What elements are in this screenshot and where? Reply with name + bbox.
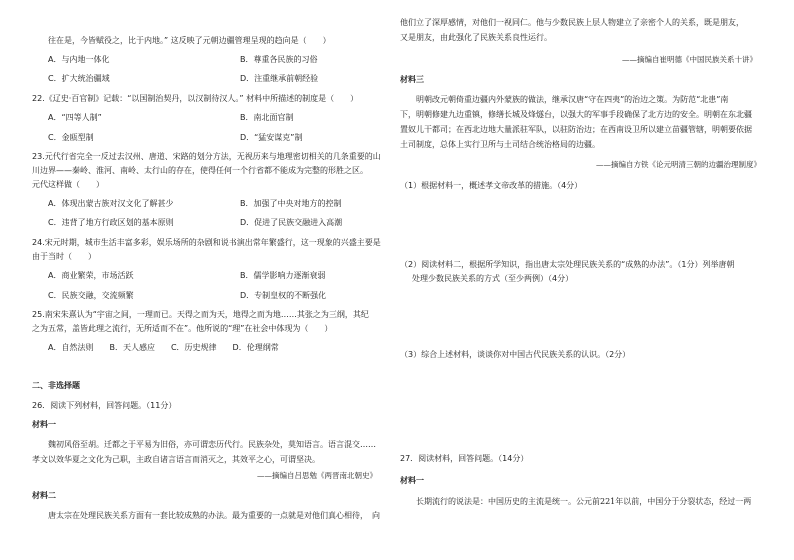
material-three-line3: 置奴儿干都司；在西北边地大量派驻军队，以驻防治边；在西南设卫所以建立苗疆管辖，明朝要依据 (400, 125, 752, 134)
q26-stem: 26．阅读下列材料，回答问题。（11分） (32, 401, 177, 410)
q21-option-d: D．注重继承前朝经验 (240, 74, 319, 83)
q23-option-a: A．体现出蒙古族对汉文化了解甚少 (48, 199, 174, 208)
q24-stem-line2: 由于当时（ ） (32, 252, 96, 261)
q21-option-c: C．扩大统治疆域 (48, 74, 110, 83)
material-two-label: 材料二 (32, 491, 56, 500)
material-three-line4: 土司制度，总体上实行卫所与土司结合统治格局的边疆。 (400, 140, 600, 149)
q22-stem: 22.《辽史·百官制》记载：“以国制治契丹，以汉制待汉人。” 材料中所描述的制度是（ ） (32, 94, 359, 103)
q27-material-one-line1: 长期流行的说法是：中国历史的主流是统一。公元前221年以前，中国分于分裂状态，经过一两 (416, 497, 752, 506)
q26-sub2-line1: （2）阅读材料二，根据所学知识，指出唐太宗处理民族关系的“成熟的办法”。（1分）列举唐朝 (400, 260, 735, 269)
q22-option-b: B．南北面官制 (240, 113, 294, 122)
q23-stem-line2: 川边界——秦岭、淮河、南岭、太行山的存在，使得任何一个行省都不能成为完整的形胜之区。 (32, 166, 368, 175)
q24-option-b: B．儒学影响力逐渐衰弱 (240, 271, 326, 280)
q22-option-a: A．“四等人制” (48, 113, 102, 122)
q22-option-c: C．金瓯型制 (48, 133, 94, 142)
q24-option-d: D．专制皇权的不断强化 (240, 291, 327, 300)
material-two-line1: 唐太宗在处理民族关系方面有一套比较成熟的办法。最为重要的一点就是对他们真心相待， 向 (48, 511, 380, 520)
material-one-line2: 孝文以效华夏之文化为己职，主政自诸言语言而消灭之，其效平之心，可谓坚决。 (32, 455, 320, 464)
q25-stem-line2: 之为五常，盖皆此理之流行，无所适而不在”。他所说的“理”在社会中体现为（ ） (32, 324, 333, 333)
q26-sub3: （3）综合上述材料，谈谈你对中国古代民族关系的认识。（2分） (400, 350, 631, 359)
q23-stem-line1: 23.元代行省完全一反过去汉州、唐道、宋路的划分方法，无视历来与地理密切相关的几条重要的山 (32, 152, 381, 161)
q26-sub2-line2: 处理少数民族关系的方式（至少两例）（4分） (412, 274, 574, 283)
q25-stem-line1: 25.南宋朱熹认为“宇宙之间，一理而已。天得之而为天，地得之而为地……其张之为三纲，其纪 (32, 310, 369, 319)
q27-material-one-label: 材料一 (400, 476, 424, 485)
q24-option-a: A．商业繁荣，市场活跃 (48, 271, 134, 280)
material-three-line2: 下，明朝修建九边重镇，修缮长城及烽燧台，以强大的军事手段确保了北方边的安全。明朝在东北疆 (400, 110, 752, 119)
material-two-source: ——摘编自崔明德《中国民族关系十讲》 (622, 55, 757, 64)
q24-option-c: C．民族交融，交流频繁 (48, 291, 134, 300)
material-two-line2: 他们立了深厚感情，对他们一视同仁。他与少数民族上层人物建立了亲密个人的关系，既是朋友， (400, 18, 744, 27)
material-two-line3: 又是朋友，由此强化了民族关系良性运行。 (400, 33, 552, 42)
material-three-line1: 明朝改元朝倚重边疆内外蒙族的做法，继承汉唐“守在四夷”的治边之策。为防范“北患”南 (416, 95, 729, 104)
q23-option-c: C．违背了地方行政区划的基本原则 (48, 218, 174, 227)
q27-stem: 27．阅读材料，回答问题。（14分） (400, 454, 529, 463)
q25-options: A．自然法则 B．天人感应 C．历史规律 D．伦理纲常 (48, 343, 279, 352)
q21-option-b: B．尊重各民族的习俗 (240, 55, 318, 64)
section-heading-nonchoice: 二、非选择题 (32, 381, 80, 390)
q23-option-d: D．促进了民族交融进入高潮 (240, 218, 343, 227)
q21-stem-tail: 往在是，今皆赋役之，比于内地。” 这反映了元朝边疆管理呈现的趋向是（ ） (48, 36, 331, 45)
material-three-source: ——摘编自方铁《论元明清三朝的边疆治理制度》 (596, 160, 761, 169)
material-one-source: ——摘编自吕思勉《两晋南北朝史》 (257, 471, 377, 480)
material-one-label: 材料一 (32, 420, 56, 429)
material-one-line1: 魏初风俗至胡。迁都之于平易为旧俗，亦可谓恋历代行。民族杂处，莫知语言。语言混交…… (48, 440, 376, 449)
q24-stem-line1: 24.宋元时期，城市生活丰富多彩，娱乐场所的杂剧和说书演出常年繁盛行，这一现象的兴盛主要是 (32, 238, 381, 247)
q23-option-b: B．加强了中央对地方的控制 (240, 199, 342, 208)
q23-stem-line3: 元代这样做（ ） (32, 180, 104, 189)
q21-option-a: A．与内地一体化 (48, 55, 110, 64)
q22-option-d: D．“猛安谋克”制 (240, 133, 303, 142)
q26-sub1: （1）根据材料一，概述孝文帝改革的措施。（4分） (400, 181, 583, 190)
material-three-label: 材料三 (400, 75, 424, 84)
